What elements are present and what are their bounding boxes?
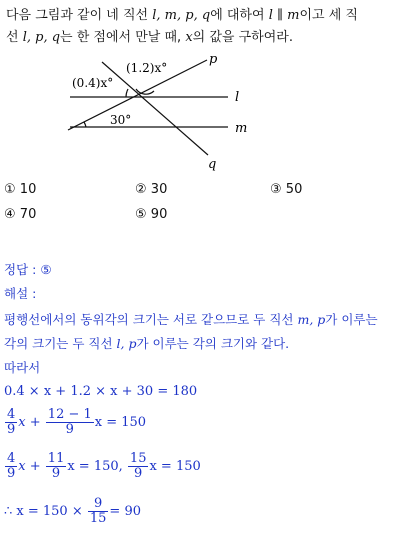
question-line-2: 선 l, p, q는 한 점에서 만날 때, x의 값을 구하여라. [6,30,293,45]
angle-label-top: (1.2)x° [126,61,168,75]
label-p: p [209,52,218,67]
angle-label-30: 30° [110,113,132,127]
choice-5[interactable]: ⑤ 90 [135,207,168,222]
equation-3: $\frac{4}{9}$ x + $\frac{11}{9}$ x = 150, $\frac{15}{9}$ x = 150 [7,451,201,481]
label-q: q [208,157,217,172]
explanation-line-1: 평행선에서의 동위각의 크기는 서로 같으므로 두 직선 m, p가 이루는 [4,312,378,327]
equation-2: $\frac{4}{9}$ x + $\frac{12 - 1}{9}$ x = 150 [7,407,147,437]
geometry-figure [0,48,400,173]
answer-line: 정답 : ⑤ [4,262,52,277]
line-q [102,62,208,155]
explanation-line-2: 각의 크기는 두 직선 l, p가 이루는 각의 크기와 같다. [4,336,290,351]
choice-3[interactable]: ③ 50 [270,182,303,197]
choice-1[interactable]: ① 10 [4,182,37,197]
angle-label-left: (0.4)x° [72,76,114,90]
equation-1: 0.4 × x + 1.2 × x + 30 = 180 [4,384,198,399]
label-m: m [235,121,248,136]
angle-arc-30 [84,122,86,127]
question-line-1: 다음 그림과 같이 네 직선 l, m, p, q에 대하여 l ∥ m이고 세 직 [6,8,358,23]
label-l: l [235,90,240,105]
equation-4: ∴ x = 150 × $\frac{9}{15}$ = 90 [4,496,141,526]
explanation-line-3: 따라서 [4,360,41,375]
choice-2[interactable]: ② 30 [135,182,168,197]
choice-4[interactable]: ④ 70 [4,207,37,222]
explanation-label: 해설 : [4,286,37,301]
angle-arc-left [126,89,128,97]
